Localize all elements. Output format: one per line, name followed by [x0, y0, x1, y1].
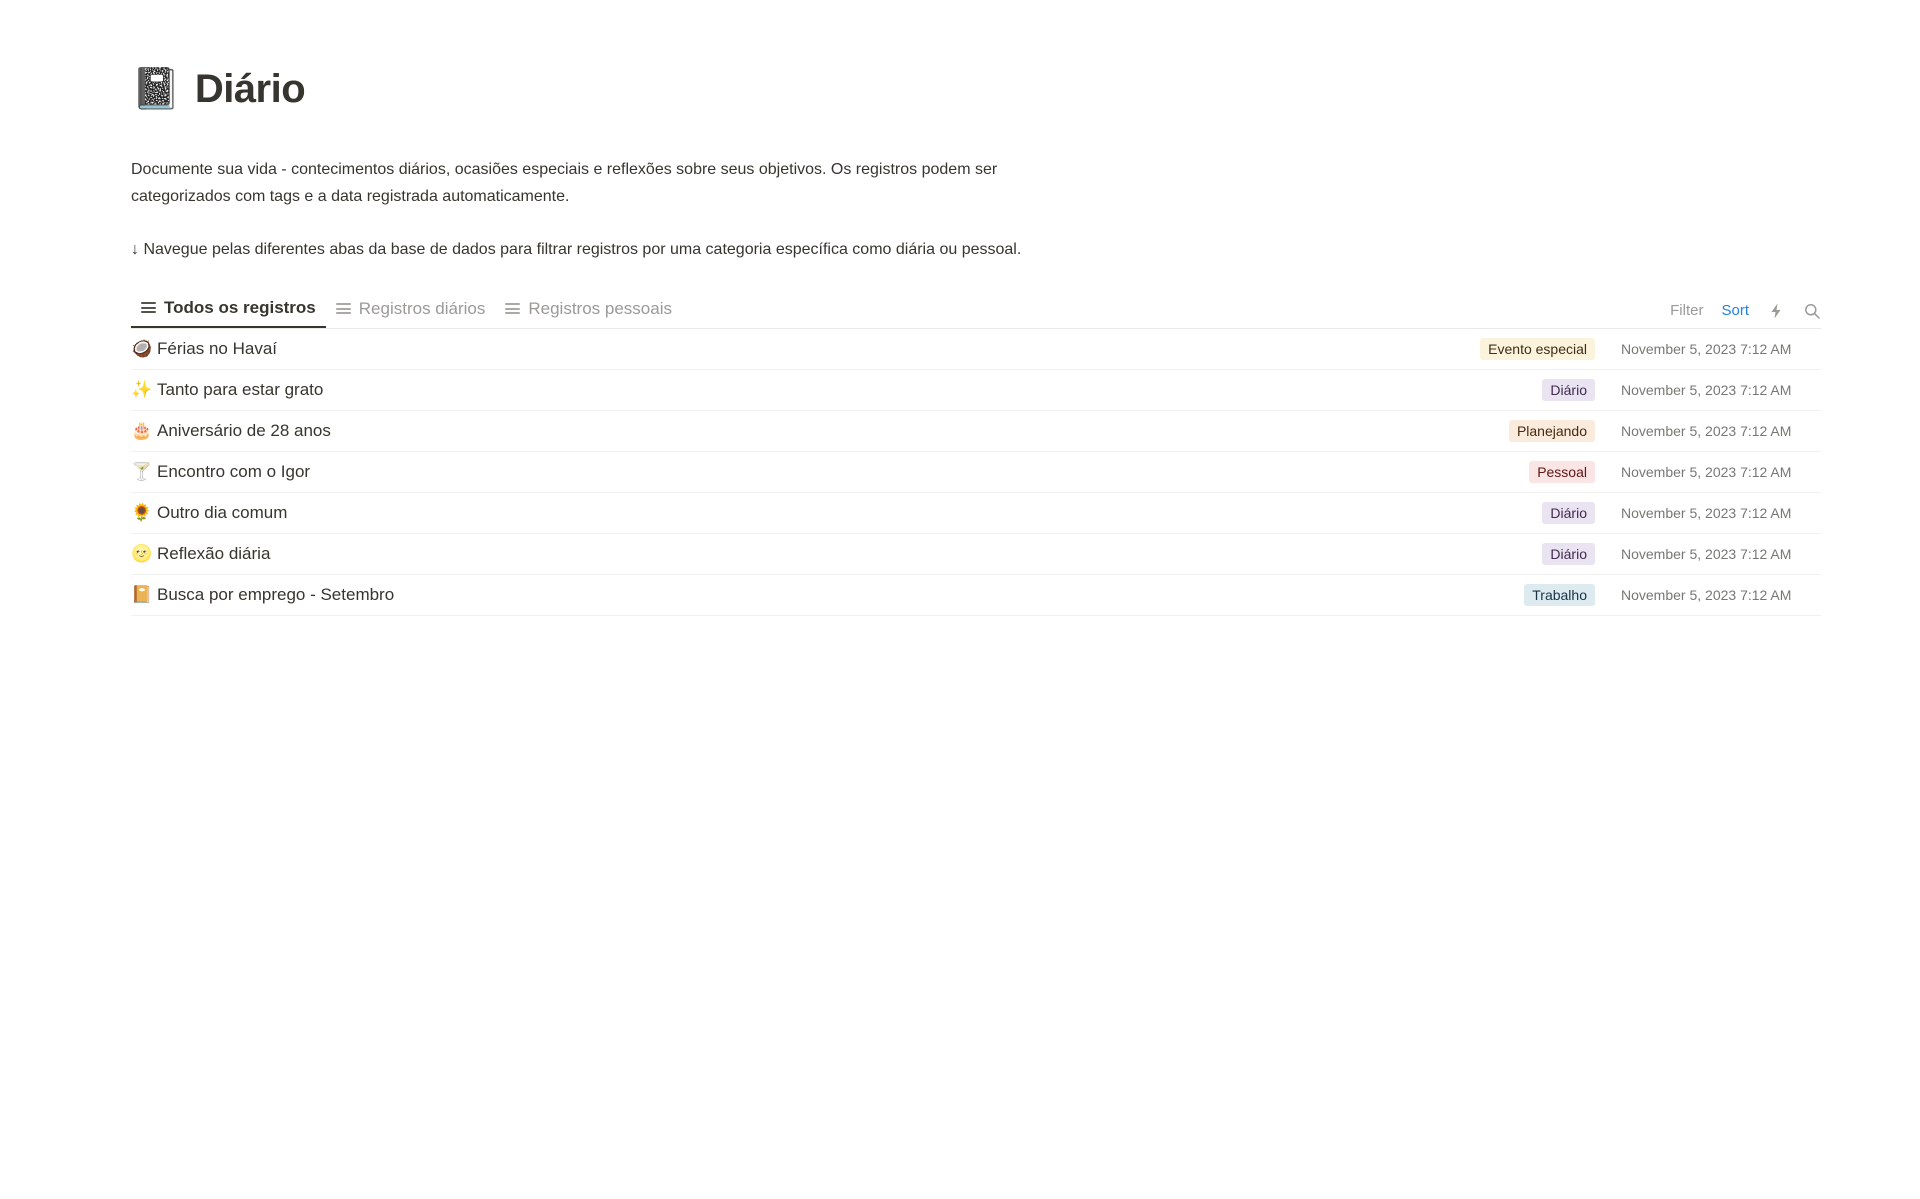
tab-label: Registros pessoais [528, 298, 672, 318]
page-header [131, 40, 1821, 138]
status-badge: Diário [1542, 543, 1595, 565]
status-badge: Pessoal [1529, 461, 1595, 483]
list-view-icon [141, 302, 156, 313]
page-title: Diário [194, 66, 306, 111]
row-title[interactable]: Busca por emprego - Setembro [157, 584, 395, 604]
row-icon: 🥥 [131, 339, 153, 359]
tab-registros-diarios[interactable] [326, 290, 496, 328]
row-title[interactable]: Tanto para estar grato [157, 379, 324, 399]
notebook-icon: 📓 [131, 66, 181, 111]
row-title[interactable]: Outro dia comum [157, 502, 288, 522]
row-title[interactable]: Aniversário de 28 anos [157, 420, 331, 440]
tab-registros-pessoais[interactable] [495, 290, 682, 328]
row-title[interactable]: Férias no Havaí [157, 338, 277, 358]
list-view-icon [505, 303, 520, 314]
row-icon: 🍸 [131, 462, 153, 482]
row-date: November 5, 2023 7:12 AM [1621, 340, 1792, 357]
database-toolbar-actions [1670, 302, 1821, 328]
database-view-tabs [131, 290, 682, 328]
table-row[interactable] [131, 534, 1821, 575]
table-row[interactable] [131, 575, 1821, 616]
row-date: November 5, 2023 7:12 AM [1621, 422, 1792, 439]
database-toolbar [131, 291, 1821, 329]
tab-label: Todos os registros [164, 297, 316, 317]
status-badge: Planejando [1509, 420, 1595, 442]
table-row[interactable] [131, 493, 1821, 534]
row-icon: ✨ [131, 380, 153, 400]
table-row[interactable] [131, 329, 1821, 370]
row-date: November 5, 2023 7:12 AM [1621, 545, 1792, 562]
table-row[interactable] [131, 452, 1821, 493]
page-description-primary: Documente sua vida - contecimentos diários, ocasiões especiais e reflexões sobre seus objetivos. Os registros podem ser categorizados com tags e a data registrada automaticamente. [131, 160, 998, 205]
row-title[interactable]: Reflexão diária [157, 543, 271, 563]
list-view-icon [336, 303, 351, 314]
lightning-icon[interactable] [1767, 302, 1785, 320]
row-date: November 5, 2023 7:12 AM [1621, 504, 1792, 521]
row-date: November 5, 2023 7:12 AM [1621, 381, 1792, 398]
search-icon[interactable] [1803, 302, 1821, 320]
page-description-secondary: ↓ Navegue pelas diferentes abas da base de dados para filtrar registros por uma categoria específica como diária ou pessoal. [131, 240, 1022, 258]
database-rows [131, 329, 1821, 616]
status-badge: Trabalho [1524, 584, 1595, 606]
status-badge: Diário [1542, 379, 1595, 401]
filter-button[interactable]: Filter [1670, 302, 1704, 320]
row-date: November 5, 2023 7:12 AM [1621, 463, 1792, 480]
row-icon: 📔 [131, 585, 153, 605]
row-icon: 🌝 [131, 544, 153, 564]
status-badge: Diário [1542, 502, 1595, 524]
status-badge: Evento especial [1480, 338, 1595, 360]
tab-todos-os-registros[interactable] [131, 290, 326, 328]
page-content [131, 40, 1821, 616]
row-date: November 5, 2023 7:12 AM [1621, 586, 1792, 603]
row-icon: 🌻 [131, 503, 153, 523]
row-title[interactable]: Encontro com o Igor [157, 461, 311, 481]
table-row[interactable] [131, 370, 1821, 411]
tab-label: Registros diários [358, 298, 486, 318]
row-icon: 🎂 [131, 421, 153, 441]
table-row[interactable] [131, 411, 1821, 452]
sort-button[interactable]: Sort [1721, 302, 1749, 320]
